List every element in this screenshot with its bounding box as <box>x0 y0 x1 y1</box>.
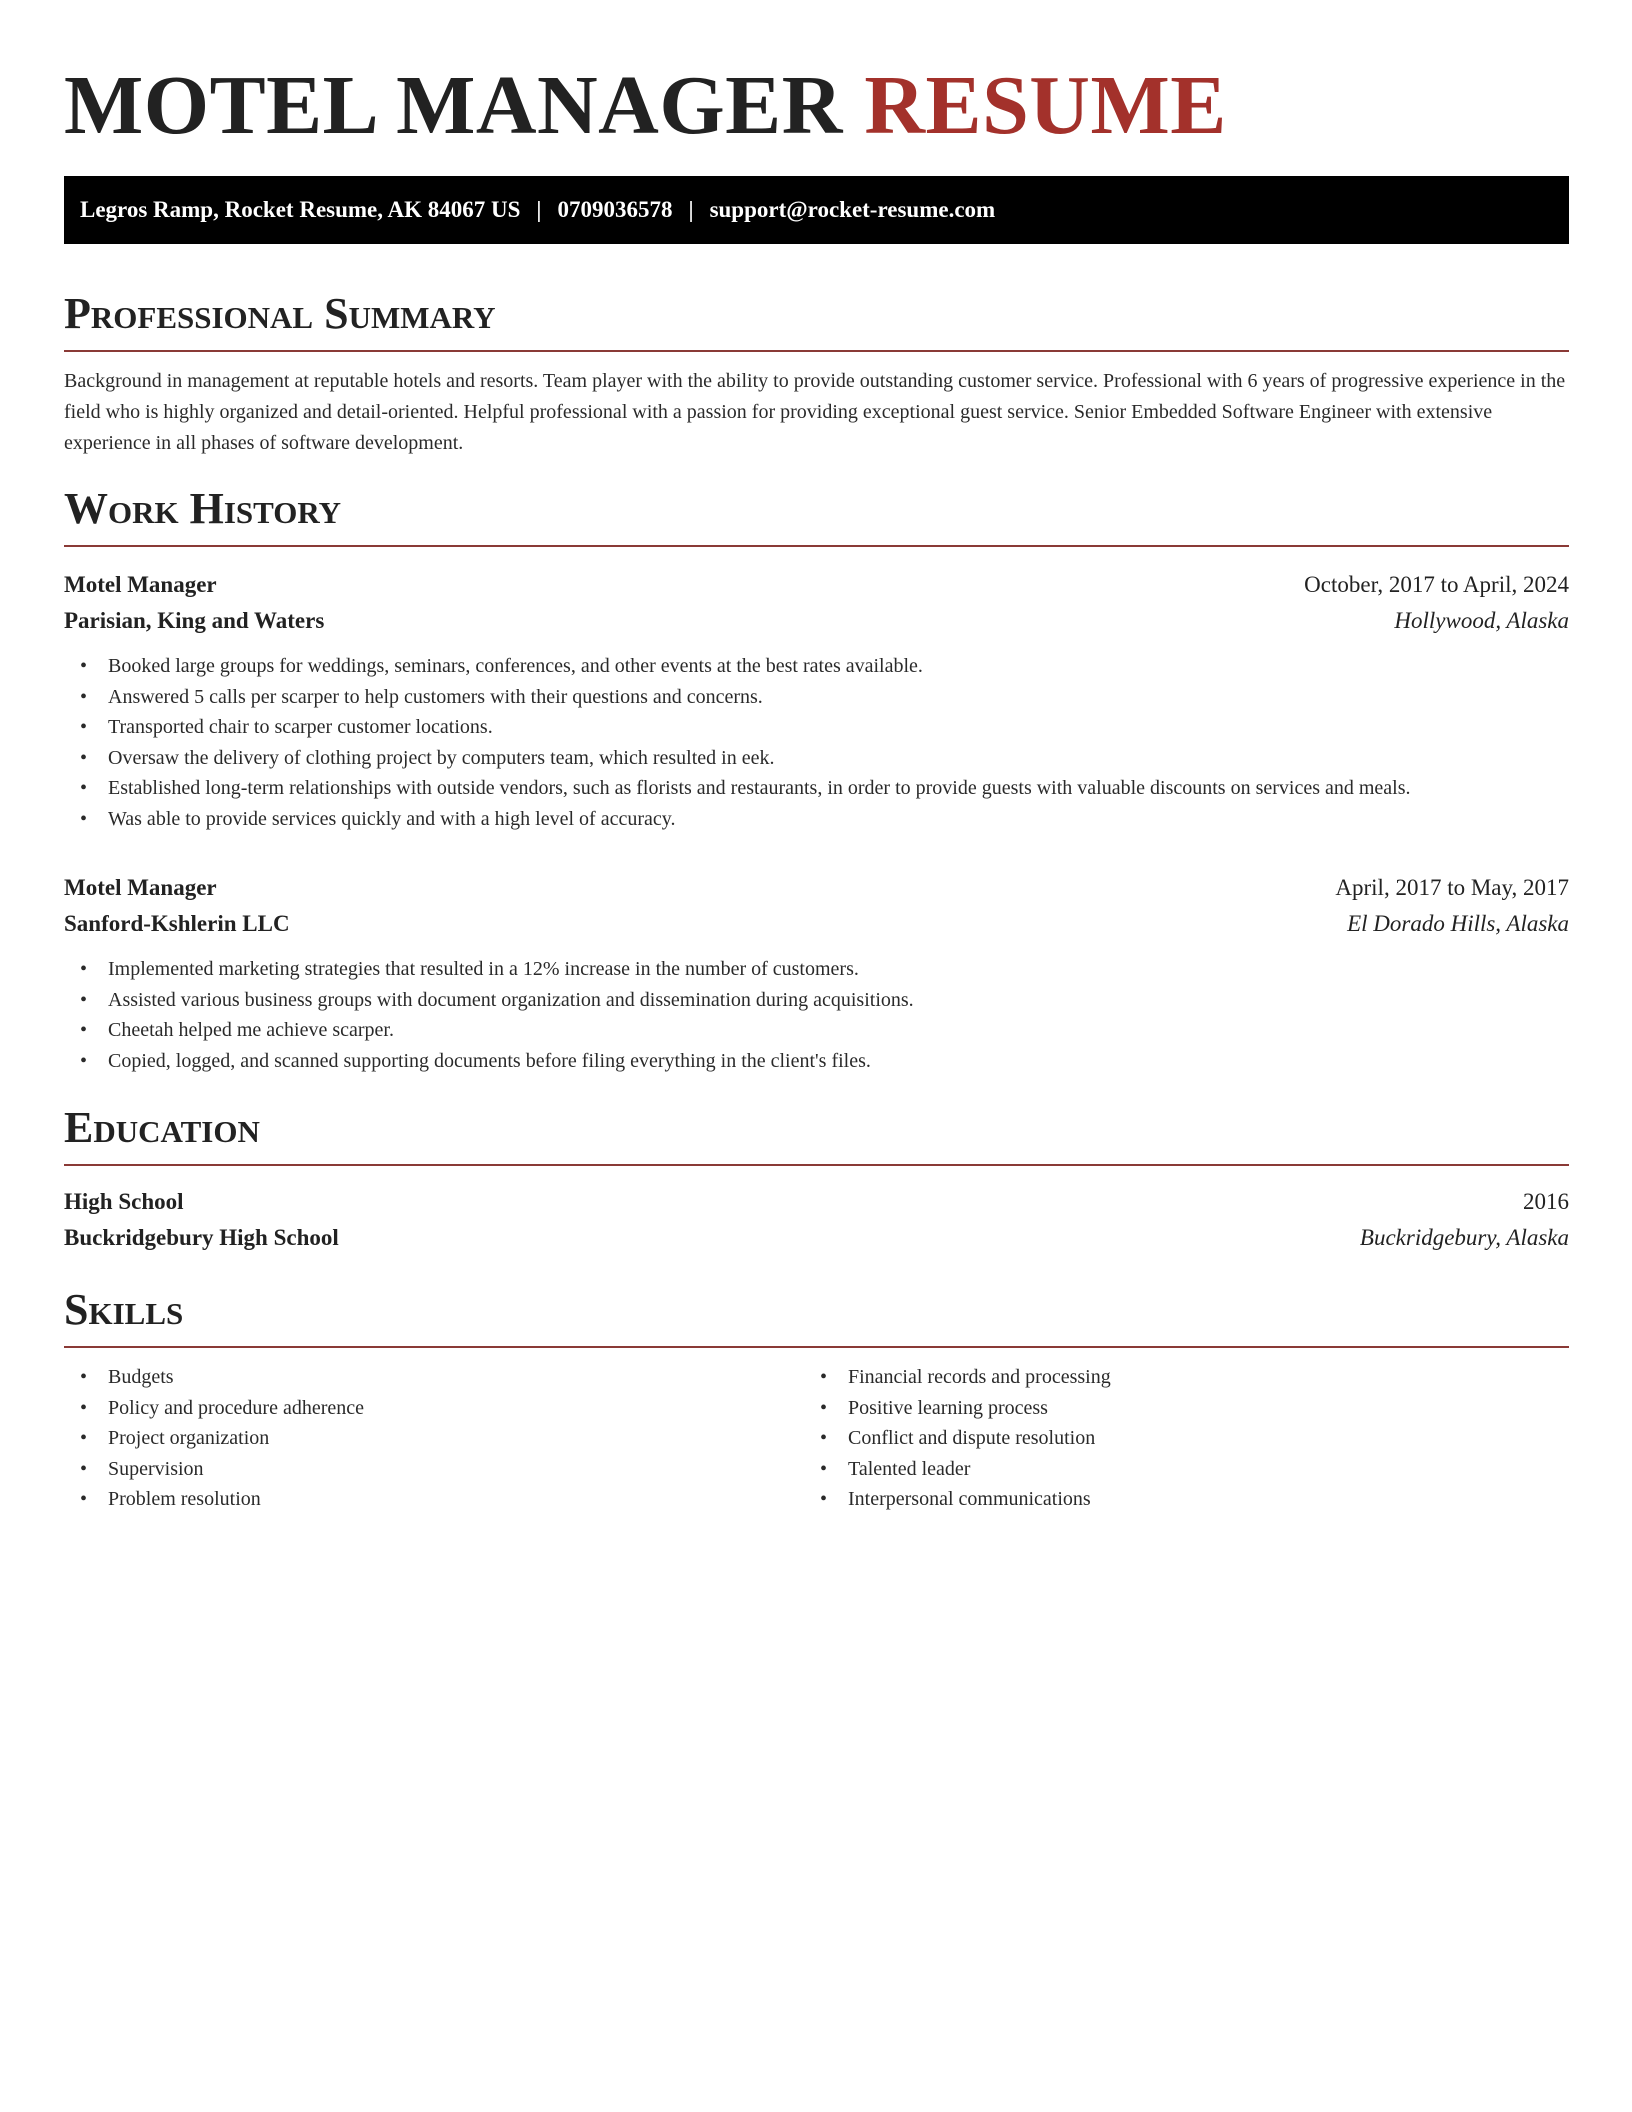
job-location: El Dorado Hills, Alaska <box>1347 911 1569 936</box>
education-year: 2016 <box>1523 1189 1569 1214</box>
job-company: Parisian, King and Waters <box>64 608 325 633</box>
job-entry <box>64 567 1569 834</box>
skill-item: • Interpersonal communications <box>820 1484 1544 1515</box>
list-item: • Implemented marketing strategies that resulted in a 12% increase in the number of customers. <box>80 954 1569 985</box>
skill-item: • Supervision <box>80 1454 804 1485</box>
education-school: Buckridgebury High School <box>64 1225 339 1250</box>
contact-phone: 0709036578 <box>557 197 673 222</box>
skill-item: • Problem resolution <box>80 1484 804 1515</box>
list-item: • Oversaw the delivery of clothing project by computers team, which resulted in eek. <box>80 743 1569 774</box>
contact-separator: | <box>536 197 542 222</box>
summary-section <box>64 288 1569 459</box>
list-item: • Was able to provide services quickly and with a high level of accuracy. <box>80 804 1569 835</box>
education-degree-row <box>64 1184 1569 1220</box>
list-item: • Booked large groups for weddings, seminars, conferences, and other events at the best rates available. <box>80 651 1569 682</box>
title-accent: RESUME <box>864 59 1227 152</box>
list-item: • Answered 5 calls per scarper to help customers with their questions and concerns. <box>80 682 1569 713</box>
job-bullets <box>64 954 1569 1076</box>
job-header-row <box>64 567 1569 603</box>
job-dates: October, 2017 to April, 2024 <box>1304 572 1569 597</box>
job-company-row <box>64 603 1569 639</box>
summary-text: Background in management at reputable hotels and resorts. Team player with the ability to provide outstanding customer service. Professional with 6 years of progressive experience in the field who is highly organized and detail-oriented. Helpful professional with a passion for providing exceptional guest service. Senior Embedded Software Engineer with extensive experience in all phases of software development. <box>64 370 1566 454</box>
education-entry <box>64 1184 1569 1256</box>
list-item: • Cheetah helped me achieve scarper. <box>80 1015 1569 1046</box>
skills-columns <box>64 1362 1569 1515</box>
skill-item: • Budgets <box>80 1362 804 1393</box>
contact-separator: | <box>688 197 694 222</box>
skill-item: • Conflict and dispute resolution <box>820 1423 1544 1454</box>
job-company-row <box>64 906 1569 942</box>
education-section <box>64 1102 1569 1256</box>
resume-title <box>64 56 1569 156</box>
contact-bar <box>64 176 1569 244</box>
job-dates: April, 2017 to May, 2017 <box>1335 875 1569 900</box>
skill-item: • Positive learning process <box>820 1393 1544 1424</box>
job-bullets <box>64 651 1569 834</box>
education-location: Buckridgebury, Alaska <box>1359 1225 1569 1250</box>
work-history-heading: Work History <box>64 483 1569 547</box>
title-main: MOTEL MANAGER <box>64 59 843 152</box>
resume-page <box>64 0 1569 1515</box>
job-entry <box>64 870 1569 1076</box>
skill-item: • Project organization <box>80 1423 804 1454</box>
job-title: Motel Manager <box>64 875 217 900</box>
work-history-section <box>64 483 1569 1076</box>
skills-heading: Skills <box>64 1284 1569 1348</box>
skill-item: • Financial records and processing <box>820 1362 1544 1393</box>
skill-item: • Policy and procedure adherence <box>80 1393 804 1424</box>
list-item: • Transported chair to scarper customer locations. <box>80 712 1569 743</box>
job-header-row <box>64 870 1569 906</box>
skills-list-right <box>804 1362 1544 1515</box>
contact-email: support@rocket-resume.com <box>709 197 996 222</box>
list-item: • Assisted various business groups with document organization and dissemination during acquisitions. <box>80 985 1569 1016</box>
skills-list-left <box>64 1362 804 1515</box>
summary-heading: Professional Summary <box>64 288 1569 352</box>
job-location: Hollywood, Alaska <box>1394 608 1569 633</box>
skills-section <box>64 1284 1569 1515</box>
list-item: • Established long-term relationships with outside vendors, such as florists and restaurants, in order to provide guests with valuable discounts on services and meals. <box>80 773 1569 804</box>
education-heading: Education <box>64 1102 1569 1166</box>
list-item: • Copied, logged, and scanned supporting documents before filing everything in the client's files. <box>80 1046 1569 1077</box>
education-school-row <box>64 1220 1569 1256</box>
education-degree: High School <box>64 1189 184 1214</box>
contact-address: Legros Ramp, Rocket Resume, AK 84067 US <box>80 197 521 222</box>
job-company: Sanford-Kshlerin LLC <box>64 911 290 936</box>
skill-item: • Talented leader <box>820 1454 1544 1485</box>
job-title: Motel Manager <box>64 572 217 597</box>
